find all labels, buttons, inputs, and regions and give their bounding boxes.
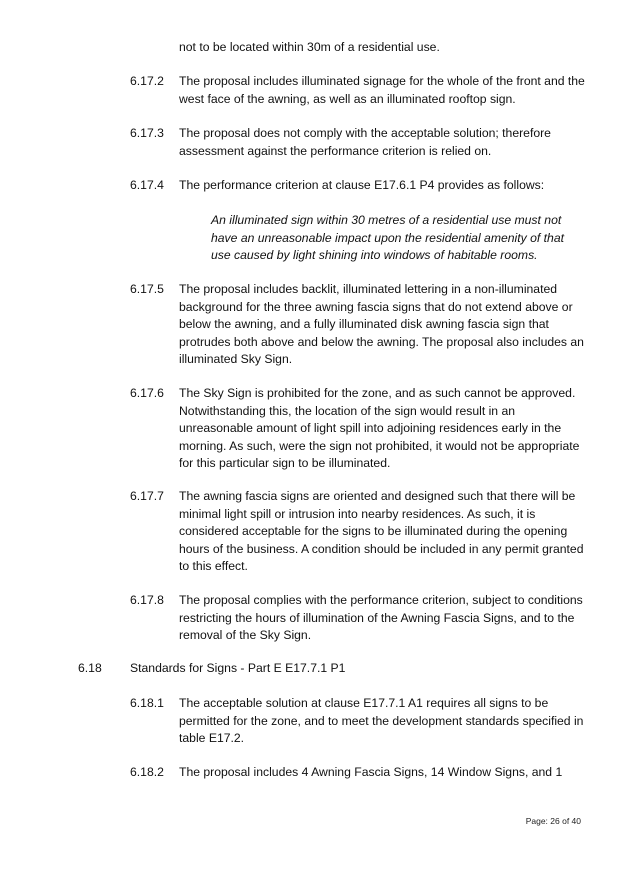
clause-number: 6.18.1 [130, 696, 164, 710]
clause-number: 6.17.7 [130, 489, 164, 503]
page-number: Page: 26 of 40 [525, 816, 581, 826]
continuation-text: not to be located within 30m of a residential use. [179, 40, 440, 54]
clause-number: 6.17.2 [130, 74, 164, 88]
clause-text: The Sky Sign is prohibited for the zone, and as such cannot be approved. Notwithstanding this, the location of the sign would result in an unreasonable amount of light spill into adjoining residences early in the morning. As such, were the sign not prohibited, it would not be appropriate for this particular sign to be illuminated. [179, 386, 580, 471]
clause-number: 6.17.8 [130, 593, 164, 607]
clause-number: 6.17.5 [130, 282, 164, 296]
clause-text: The performance criterion at clause E17.6.1 P4 provides as follows: [179, 178, 545, 192]
clause-text: The proposal includes illuminated signage for the whole of the front and the west face of the awning, as well as an illuminated rooftop sign. [179, 74, 585, 106]
clause-number: 6.17.4 [130, 178, 164, 192]
section-number: 6.18 [78, 661, 102, 675]
clause-text: The proposal includes 4 Awning Fascia Signs, 14 Window Signs, and 1 [179, 765, 563, 779]
performance-criterion-quote: An illuminated sign within 30 metres of a residential use must not have an unreasonable impact upon the residential amenity of that use caused by light shining into windows of habitable rooms. [211, 213, 564, 263]
clause-text: The proposal includes backlit, illuminated lettering in a non-illuminated background for the three awning fascia signs that do not extend above or below the awning, and a fully illuminated disk awning fascia sign that protrudes both above and below the awning. The proposal also includes an illuminated Sky Sign. [179, 282, 584, 367]
clause-number: 6.17.3 [130, 126, 164, 140]
clause-text: The proposal does not comply with the acceptable solution; therefore assessment against the performance criterion is relied on. [179, 126, 551, 158]
clause-text: The awning fascia signs are oriented and designed such that there will be minimal light spill or intrusion into nearby residences. As such, it is considered acceptable for the signs to be illuminated during the opening hours of the business. A condition should be included in any permit granted to this effect. [179, 489, 584, 574]
clause-number: 6.17.6 [130, 386, 164, 400]
clause-text: The proposal complies with the performance criterion, subject to conditions restricting the hours of illumination of the Awning Fascia Signs, and to the removal of the Sky Sign. [179, 593, 583, 643]
clause-number: 6.18.2 [130, 765, 164, 779]
section-title: Standards for Signs - Part E E17.7.1 P1 [130, 661, 346, 675]
clause-text: The acceptable solution at clause E17.7.1 A1 requires all signs to be permitted for the zone, and to meet the development standards specified in table E17.2. [179, 696, 584, 746]
